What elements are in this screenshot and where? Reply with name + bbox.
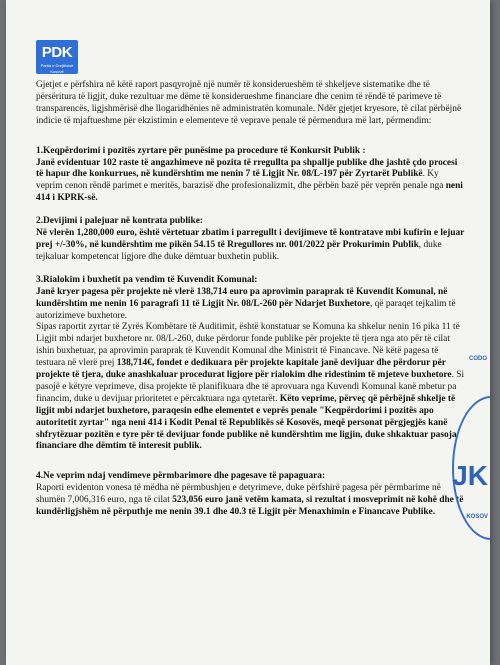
section-3-audit-bold-3: , meqë personat përgjegjës kanë shfrytëzuar pozitën e tyre për të devijuar fonde publike në kundërshtim me ligjin, duke shkaktuar pasoja financiare dhe dëmtim të interesit publik. — [36, 417, 457, 452]
document-page — [6, 0, 490, 665]
section-1-heading: 1.Keqpërdorimi i pozitës zyrtare për punësime pa procedure të Konkursit Publik : — [36, 145, 366, 156]
section-4 — [36, 471, 466, 519]
stamp-top-text: CODO — [469, 356, 487, 362]
section-3-audit-text-2: . Si pasojë e këtyre veprimeve, disa projekte të planifikuara dhe të aprovuara nga Kuvendi Komunal kanë mbetur pa financim, duke u devijuar prioritetet e përcaktuara nga qytetarët. — [36, 370, 465, 404]
section-3-audit-text: Sipas raportit zyrtar të Zyrës Kombëtare të Auditimit, është konstatuar se Komuna ka shkelur nenin 16 pika 11 të Ligjit mbi ndarjet buxhetore nr. 08/L-260, duke përdorur fonde publike për projekte të tjera nga ato për të cilat ishin buxhetuar, pa aprovimin paraprak të Kuvendit Komunal dhe Ministrit të Financave. Në këtë pagesa të testuara në vlerë prej — [36, 322, 460, 369]
section-1-bold: Janë evidentuar 102 raste të angazhimeve në pozita të rregullta pa shpallje publike dhe jashtë çdo procesi të hapur dhe konkurrues, në kundërshtim me nenin 7 të Ligjit Nr. 08/L-197 për Zyrtarët Publikë — [36, 157, 458, 180]
official-stamp — [454, 356, 490, 596]
intro-paragraph: Gjetjet e përfshira në këtë raport pasqyrojnë një numër të konsiderueshëm të shkeljeve sistematike dhe të përsëritura të ligjit, duke rezultuar me dëme të konsiderueshme financiare dhe cenim të rëndë të parimeve të transparencës, ligjshmërisë dhe llogaridhënies në administratën komunale. Ndër gjetjet kryesore, të cilat përbëjnë indicie të mjaftueshme për ekzistimin e elementeve të veprave penale të përmendura më lart, përmendim: — [36, 80, 462, 126]
section-3-text: , që paraqet tejkalim të autorizimeve buxhetore. — [36, 298, 456, 321]
section-3-audit-bold-2: Këto veprime, përveç që përbëjnë shkelje të ligjit mbi ndarjet buxhetore, paraqesin edhe elementet e veprës penale "Keqpërdorimi i pozitës apo autoritetit zyrtar" nga neni 414 i Kodit Penal të Republikës së Kosovës — [36, 393, 456, 428]
section-2-heading: 2.Devijimi i palejuar në kontrata publike: — [36, 216, 204, 227]
section-1-text: . Ky veprim cenon rëndë parimet e meritës, barazisë dhe profesionalizmit, dhe përbën bazë për veprën penale nga — [36, 169, 446, 192]
section-3-heading: 3.Rialokim i buxhetit pa vendim të Kuvendit Komunal: — [36, 274, 258, 285]
section-4-text: Raporti evidenton vonesa të mëdha në përmbushjen e detyrimeve, duke përfshirë pagesa për përmbarime në shumën 7,006,316 euro, nga të cilat — [36, 483, 441, 506]
document-body — [36, 80, 466, 519]
pdk-logo: PDK Partia e Drejtësisë Kosovë — [36, 40, 78, 74]
stamp-letters: JK — [452, 460, 488, 491]
section-2 — [36, 216, 466, 264]
section-2-bold: Në vlerën 1,280,000 euro, është vërtetuar zbatim i parregullt i devijimeve të kontratave mbi kufirin e lejuar prej +/-30%, në kundërshtim me pikën 54.15 të Rregullores nr. 001/2022 për Prokurimin Publik — [36, 228, 465, 250]
section-2-text: , duke tejkaluar kompetencat ligjore dhe duke dëmtuar buxhetin publik. — [36, 239, 442, 262]
section-1-bold-2: neni 414 i KPRK-së. — [36, 181, 463, 204]
section-3-audit-bold: 138,714€, fondet e dedikuara për projekte kapitale janë devijuar dhe përdorur për projekte të tjera, duke anashkaluar procedurat ligjore për rialokim dhe ridestinim të mjeteve buxhetore — [36, 358, 452, 381]
stamp-bottom-text: KOSOV — [466, 514, 488, 520]
section-1 — [36, 146, 466, 206]
section-3 — [36, 275, 466, 454]
section-3-bold: Janë kryer pagesa për projekte në vlerë 138,714 euro pa aprovimin paraprak të Kuvendit Komunal, në kundërshtim me nenin 16 paragrafi 11 të Ligjit Nr. 08/L-260 për Ndarjet Buxhetore — [36, 286, 448, 309]
section-4-heading: 4.Ne veprim ndaj vendimeve përmbarimore dhe pagesave të papaguara: — [36, 471, 326, 482]
section-4-bold: 523,056 euro janë vetëm kamata, si rezultat i mosveprimit në kohë dhe të kundërligjshëm në përputhje me nenin 39.1 dhe 40.3 të Ligjit për Menaxhimin e Financave Publike. — [36, 495, 464, 518]
